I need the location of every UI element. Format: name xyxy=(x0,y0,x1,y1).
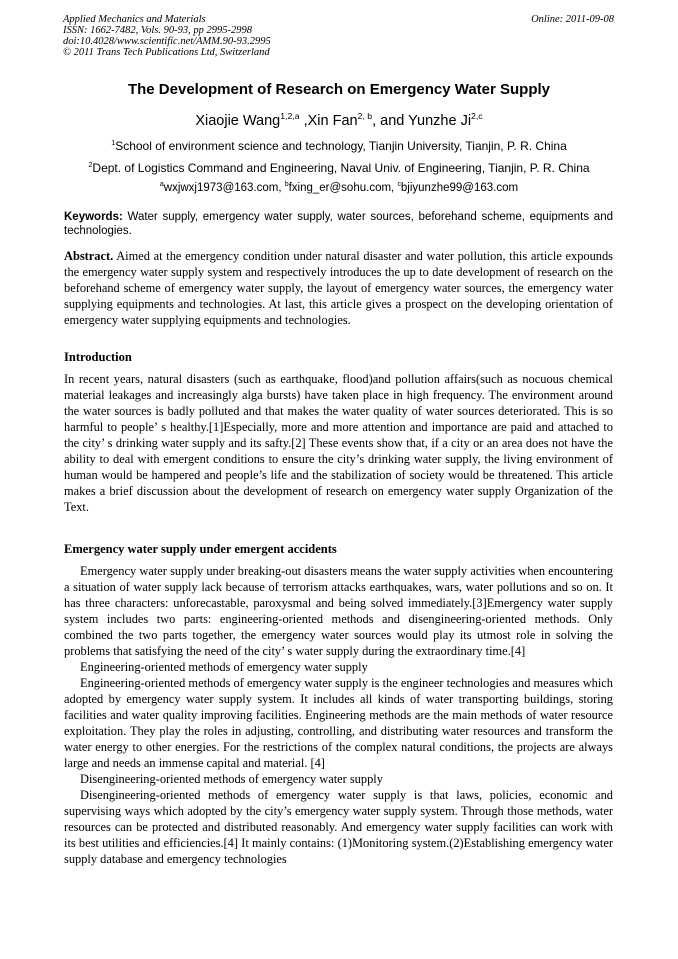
email-address: wxjwxj1973@163.com xyxy=(163,182,279,194)
abstract-text: Aimed at the emergency condition under natural disaster and water pollution, this article expounds the emergency water supply system and respectively introduces the up to date development of research on the beforehand scheme of emergency water supply, the layout of emergency water sources, the emergency water supplying equipments and technologies. At last, this article gives a prospect on the developing orientation of emergency water supplying equipments and technologies. xyxy=(64,249,613,327)
issn-line: ISSN: 1662-7482, Vols. 90-93, pp 2995-2998 xyxy=(63,25,252,36)
section-heading-emergency: Emergency water supply under emergent accidents xyxy=(64,542,337,556)
email-sup: a xyxy=(159,181,164,189)
affiliation-2 xyxy=(0,160,678,176)
email-sup: b xyxy=(284,181,289,189)
author-sup: 2, b xyxy=(357,111,373,122)
paragraph: Emergency water supply under breaking-out disasters means the water supply activities when encountering a situation of water supply lack because of terrorism attacks earthquakes, wars, water pollutions and so on. It has three characters: unforecastable, paroxysmal and being solved immediately.[3]Emergency water supply system includes two parts: engineering-oriented methods and disengineering-oriented methods. Only combined the two parts together, the emergency water sources would play its utmost role in solving the problems that satisfying the need of the city’ s water supply during the extraordinary time.[4] xyxy=(64,564,613,658)
paragraph: In recent years, natural disasters (such as earthquake, flood)and pollution affairs(such as nocuous chemical material leakages and increasingly alga bursts) have taken place in high frequency. The environment around the water sources is badly polluted and that makes the water quality of water sources deteriorated. This is so harmful to people’ s healthy.[1]Especially, more and more attention and importance are paid and attached to the city’ s drinking water supply and its safty.[2] These events show that, if a city or an area does not have the ability to deal with emergent conditions to ensure the city’s drinking water supply, the living environment of human would be hampered and people’s life and the stabilization of society would be threatened. This article makes a brief discussion about the development of research on emergency water supply Organization of the Text. xyxy=(64,372,613,514)
paragraph: Engineering-oriented methods of emergency water supply is the engineer technologies and measures which adopted by emergency water supply system. It includes all kinds of water transporting buildings, storing facilities and water quality improving facilities. Engineering methods are the main methods of water resource exploitation. They play the roles in adjusting, controlling, and distributing water resources and transform the water energy to other energies. For the restrictions of the complex natural conditions, the projects are always large and needs an immense capital and material. [4] xyxy=(64,676,613,770)
email-sup: c xyxy=(397,181,401,189)
affiliation-1 xyxy=(0,138,678,154)
subheading-engineering: Engineering-oriented methods of emergency water supply xyxy=(80,660,368,674)
affiliation-sup: 2 xyxy=(88,160,93,169)
email-address: fxing_er@sohu.com xyxy=(288,182,392,194)
author-name: Xiaojie Wang xyxy=(195,113,281,129)
journal-name: Applied Mechanics and Materials xyxy=(63,14,206,25)
emergency-body xyxy=(64,563,613,867)
journal-header xyxy=(63,14,271,58)
affiliation-sup: 1 xyxy=(111,138,116,147)
author-name: Yunzhe Ji xyxy=(408,113,472,129)
subheading-disengineering: Disengineering-oriented methods of emergency water supply xyxy=(80,772,383,786)
abstract-label: Abstract. xyxy=(64,249,114,263)
email-list: $^a$wxjwxj1973@163.com, $^b$fxing_er@sohu.com, $^c$bjiyunzhe99@163.com xyxy=(159,181,519,194)
author-list: Xiaojie Wang$^{1,2,a}$ ,Xin Fan$^{2, b}$, and Yunzhe Ji$^{2,c}$ xyxy=(195,111,483,129)
section-heading-introduction: Introduction xyxy=(64,350,132,364)
keywords xyxy=(64,210,613,238)
introduction-body xyxy=(64,371,613,515)
keywords-label: Keywords: xyxy=(64,211,123,223)
email-address: bjiyunzhe99@163.com xyxy=(400,182,519,194)
doi-line: doi:10.4028/www.scientific.net/AMM.90-93.2995 xyxy=(63,36,271,47)
keywords-text: Water supply, emergency water supply, water sources, beforehand scheme, equipments and technologies. xyxy=(64,211,613,237)
author-name: Xin Fan xyxy=(307,113,358,129)
affiliation-text: Dept. of Logistics Command and Engineering, Naval Univ. of Engineering, Tianjin, P. R. China xyxy=(92,161,590,175)
abstract xyxy=(64,248,613,328)
author-sup: 2,c xyxy=(471,111,483,122)
affiliation-text: School of environment science and technology, Tianjin University, Tianjin, P. R. China xyxy=(115,139,567,153)
paragraph: Disengineering-oriented methods of emergency water supply is that laws, policies, economic and supervising ways which adopted by the city’s emergency water supply system. Through those methods, water resources can be protected and distributed reasonably. And emergency water supply facilities can work with its best utilities and efficiencies.[4] It mainly contains: (1)Monitoring system.(2)Establishing emergency water supply database and emergency technologies xyxy=(64,788,613,866)
paper-title: The Development of Research on Emergency Water Supply xyxy=(127,81,551,98)
copyright-line: © 2011 Trans Tech Publications Ltd, Switzerland xyxy=(63,47,270,58)
author-sup: 1,2,a xyxy=(280,111,300,122)
online-date: Online: 2011-09-08 xyxy=(531,14,614,25)
